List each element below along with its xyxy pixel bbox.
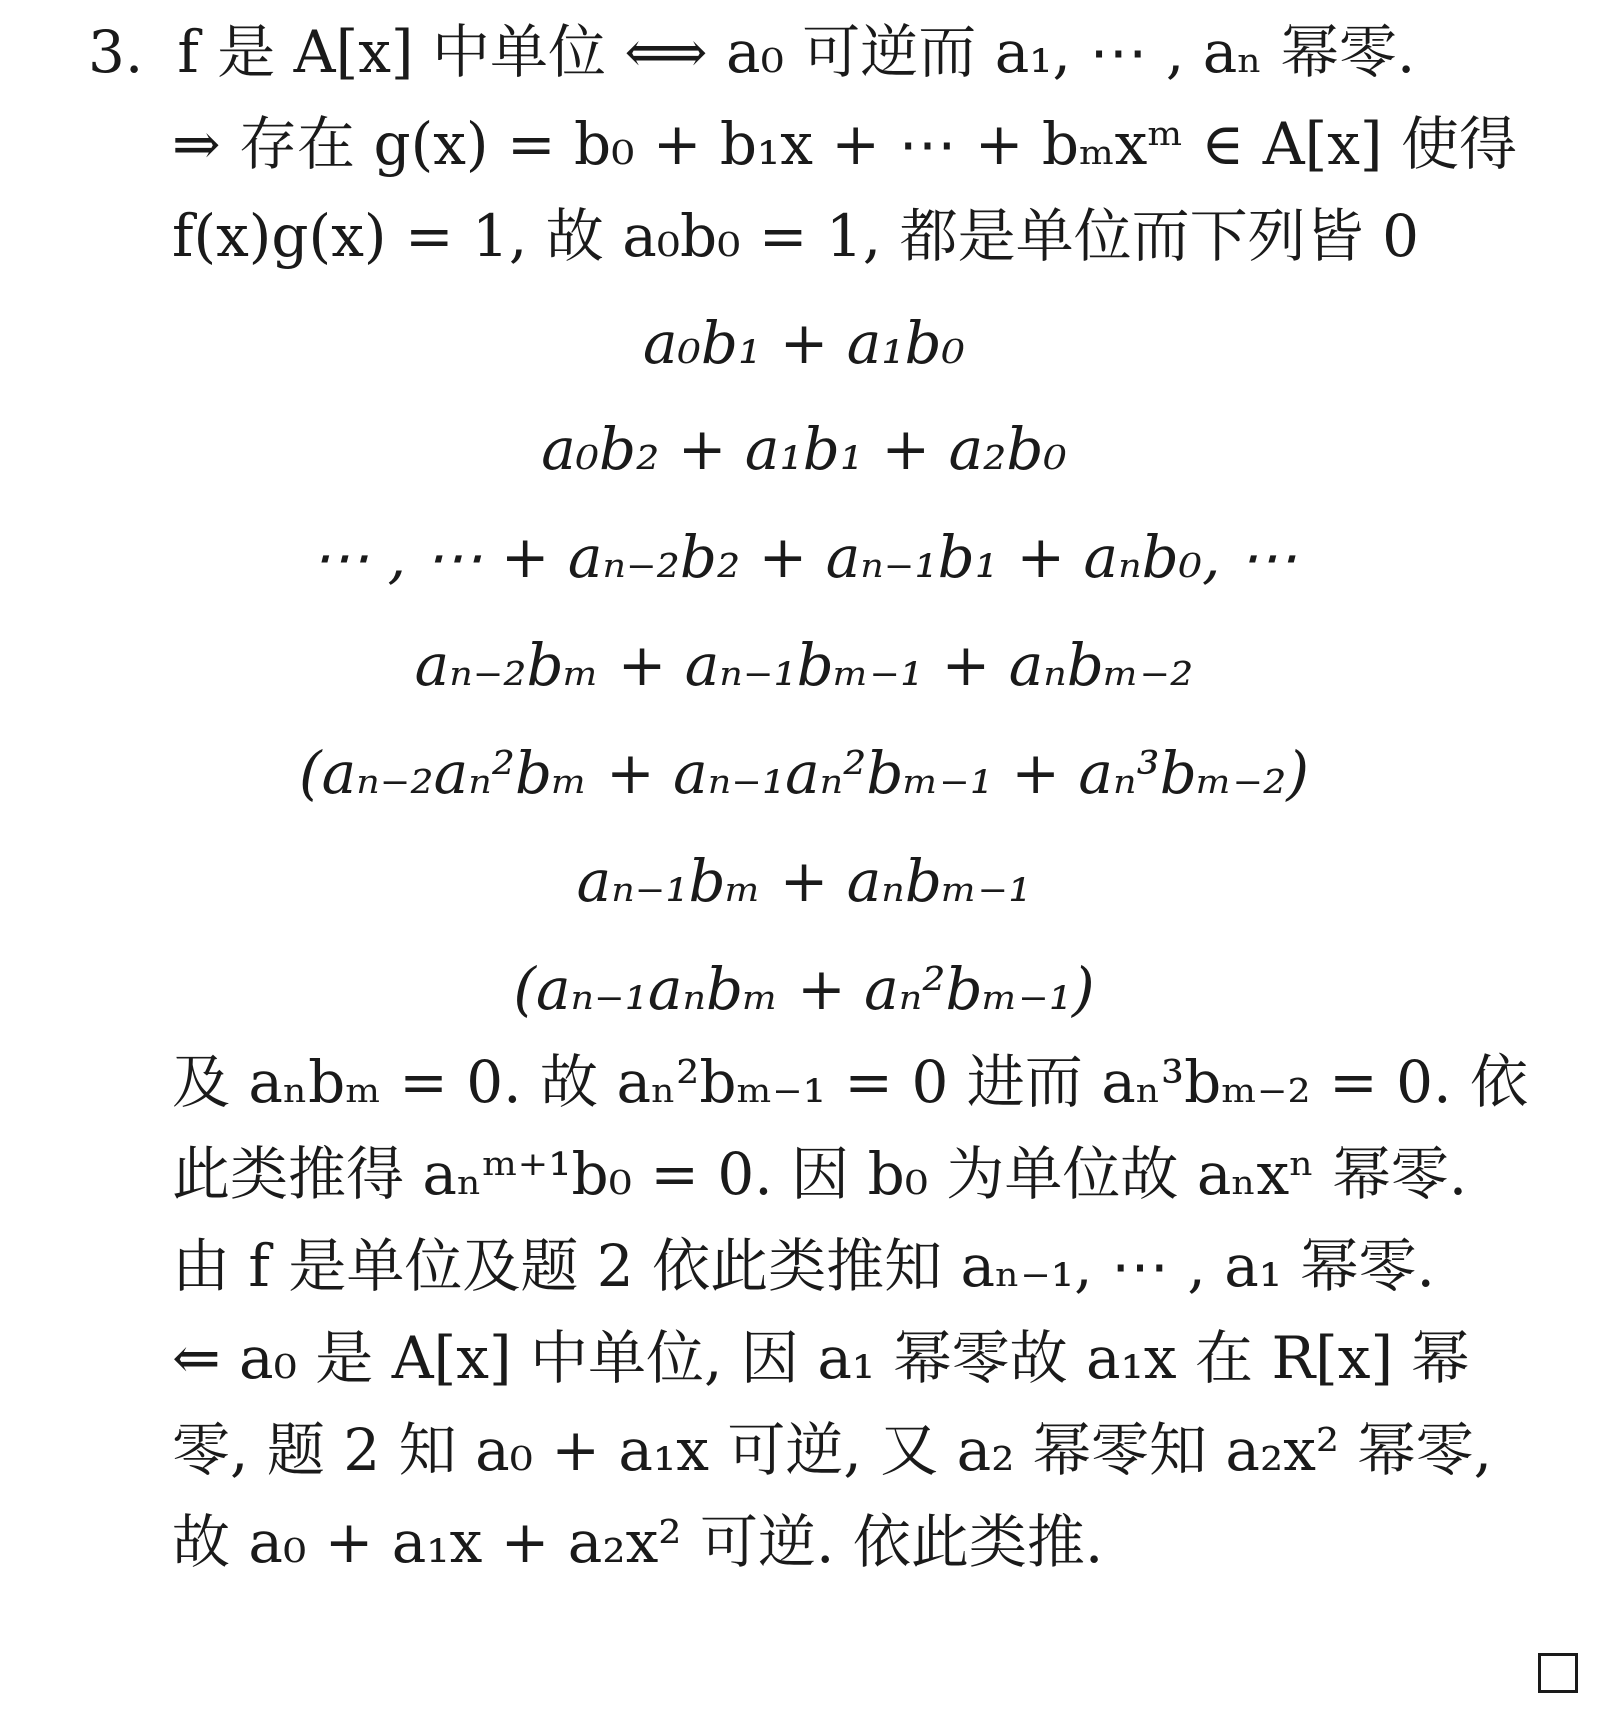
proof-line-5: 零, 题 2 知 a₀ + a₁x 可逆, 又 a₂ 幂零知 a₂x² 幂零, (172, 1416, 1493, 1484)
equation-4: aₙ₋₂bₘ + aₙ₋₁bₘ₋₁ + aₙbₘ₋₂ (414, 631, 1194, 699)
equation-7: (aₙ₋₁aₙbₘ + aₙ²bₘ₋₁) (513, 955, 1095, 1023)
qed-square-icon (1538, 1653, 1578, 1693)
equation-5: (aₙ₋₂aₙ²bₘ + aₙ₋₁aₙ²bₘ₋₁ + aₙ³bₘ₋₂) (299, 739, 1309, 807)
equation-1: a₀b₁ + a₁b₀ (643, 309, 965, 377)
proof-line-forward-1: ⇒ 存在 g(x) = b₀ + b₁x + ⋯ + bₘxᵐ ∈ A[x] 使得 (172, 110, 1517, 178)
problem-statement (88, 12, 1498, 92)
proof-line-4: ⇐ a₀ 是 A[x] 中单位, 因 a₁ 幂零故 a₁x 在 R[x] 幂 (172, 1324, 1470, 1392)
statement-text: f 是 A[x] 中单位 ⟺ a₀ 可逆而 a₁, ⋯ , aₙ 幂零. (177, 18, 1416, 86)
proof-line-3: 由 f 是单位及题 2 依此类推知 aₙ₋₁, ⋯ , a₁ 幂零. (172, 1232, 1435, 1300)
proof-line-forward-2: f(x)g(x) = 1, 故 a₀b₀ = 1, 都是单位而下列皆 0 (172, 202, 1420, 270)
equation-2: a₀b₂ + a₁b₁ + a₂b₀ (541, 415, 1067, 483)
proof-line-2: 此类推得 aₙᵐ⁺¹b₀ = 0. 因 b₀ 为单位故 aₙxⁿ 幂零. (172, 1140, 1468, 1208)
equation-3: ⋯ , ⋯ + aₙ₋₂b₂ + aₙ₋₁b₁ + aₙb₀, ⋯ (311, 523, 1297, 591)
problem-number: 3. (88, 18, 144, 86)
proof-line-1: 及 aₙbₘ = 0. 故 aₙ²bₘ₋₁ = 0 进而 aₙ³bₘ₋₂ = 0. 依 (172, 1048, 1528, 1116)
equation-6: aₙ₋₁bₘ + aₙbₘ₋₁ (576, 847, 1032, 915)
proof-line-6: 故 a₀ + a₁x + a₂x² 可逆. 依此类推. (172, 1508, 1104, 1576)
